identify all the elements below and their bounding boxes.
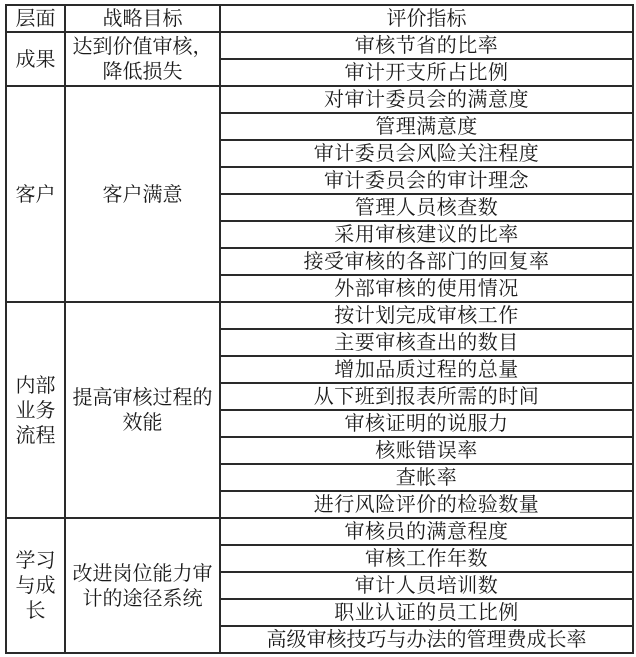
indicator-cell: 职业认证的员工比例 xyxy=(220,599,633,626)
indicator-cell: 对审计委员会的满意度 xyxy=(220,86,633,113)
indicator-cell: 外部审核的使用情况 xyxy=(220,275,633,302)
header-indicator: 评价指标 xyxy=(220,5,633,32)
header-goal: 战略目标 xyxy=(65,5,220,32)
indicator-cell: 审计人员培训数 xyxy=(220,572,633,599)
table-row xyxy=(6,302,633,329)
indicator-cell: 增加品质过程的总量 xyxy=(220,356,633,383)
table-row xyxy=(6,32,633,59)
indicator-cell: 查帐率 xyxy=(220,464,633,491)
table-row xyxy=(6,518,633,545)
indicator-cell: 审核证明的说服力 xyxy=(220,410,633,437)
indicator-cell: 审核节省的比率 xyxy=(220,32,633,59)
header-row xyxy=(6,5,633,32)
indicator-cell: 审计委员会风险关注程度 xyxy=(220,140,633,167)
goal-cell: 改进岗位能力审计的途径系统 xyxy=(65,518,220,653)
indicator-cell: 从下班到报表所需的时间 xyxy=(220,383,633,410)
indicator-cell: 审计委员会的审计理念 xyxy=(220,167,633,194)
layer-cell: 内部业务流程 xyxy=(6,302,65,518)
indicator-cell: 高级审核技巧与办法的管理费成长率 xyxy=(220,626,633,653)
header-layer: 层面 xyxy=(6,5,65,32)
indicator-cell: 接受审核的各部门的回复率 xyxy=(220,248,633,275)
layer-cell: 客户 xyxy=(6,86,65,302)
table-row xyxy=(6,86,633,113)
indicator-cell: 主要审核查出的数目 xyxy=(220,329,633,356)
goal-cell: 达到价值审核，降低损失 xyxy=(65,32,220,86)
layer-cell: 学习与成长 xyxy=(6,518,65,653)
indicator-cell: 进行风险评价的检验数量 xyxy=(220,491,633,518)
indicator-cell: 核账错误率 xyxy=(220,437,633,464)
indicator-cell: 审核工作年数 xyxy=(220,545,633,572)
evaluation-table xyxy=(5,4,634,654)
indicator-cell: 管理满意度 xyxy=(220,113,633,140)
indicator-cell: 审核员的满意程度 xyxy=(220,518,633,545)
layer-cell: 成果 xyxy=(6,32,65,86)
indicator-cell: 审计开支所占比例 xyxy=(220,59,633,86)
goal-cell: 提高审核过程的效能 xyxy=(65,302,220,518)
indicator-cell: 管理人员核查数 xyxy=(220,194,633,221)
goal-cell: 客户满意 xyxy=(65,86,220,302)
indicator-cell: 按计划完成审核工作 xyxy=(220,302,633,329)
indicator-cell: 采用审核建议的比率 xyxy=(220,221,633,248)
